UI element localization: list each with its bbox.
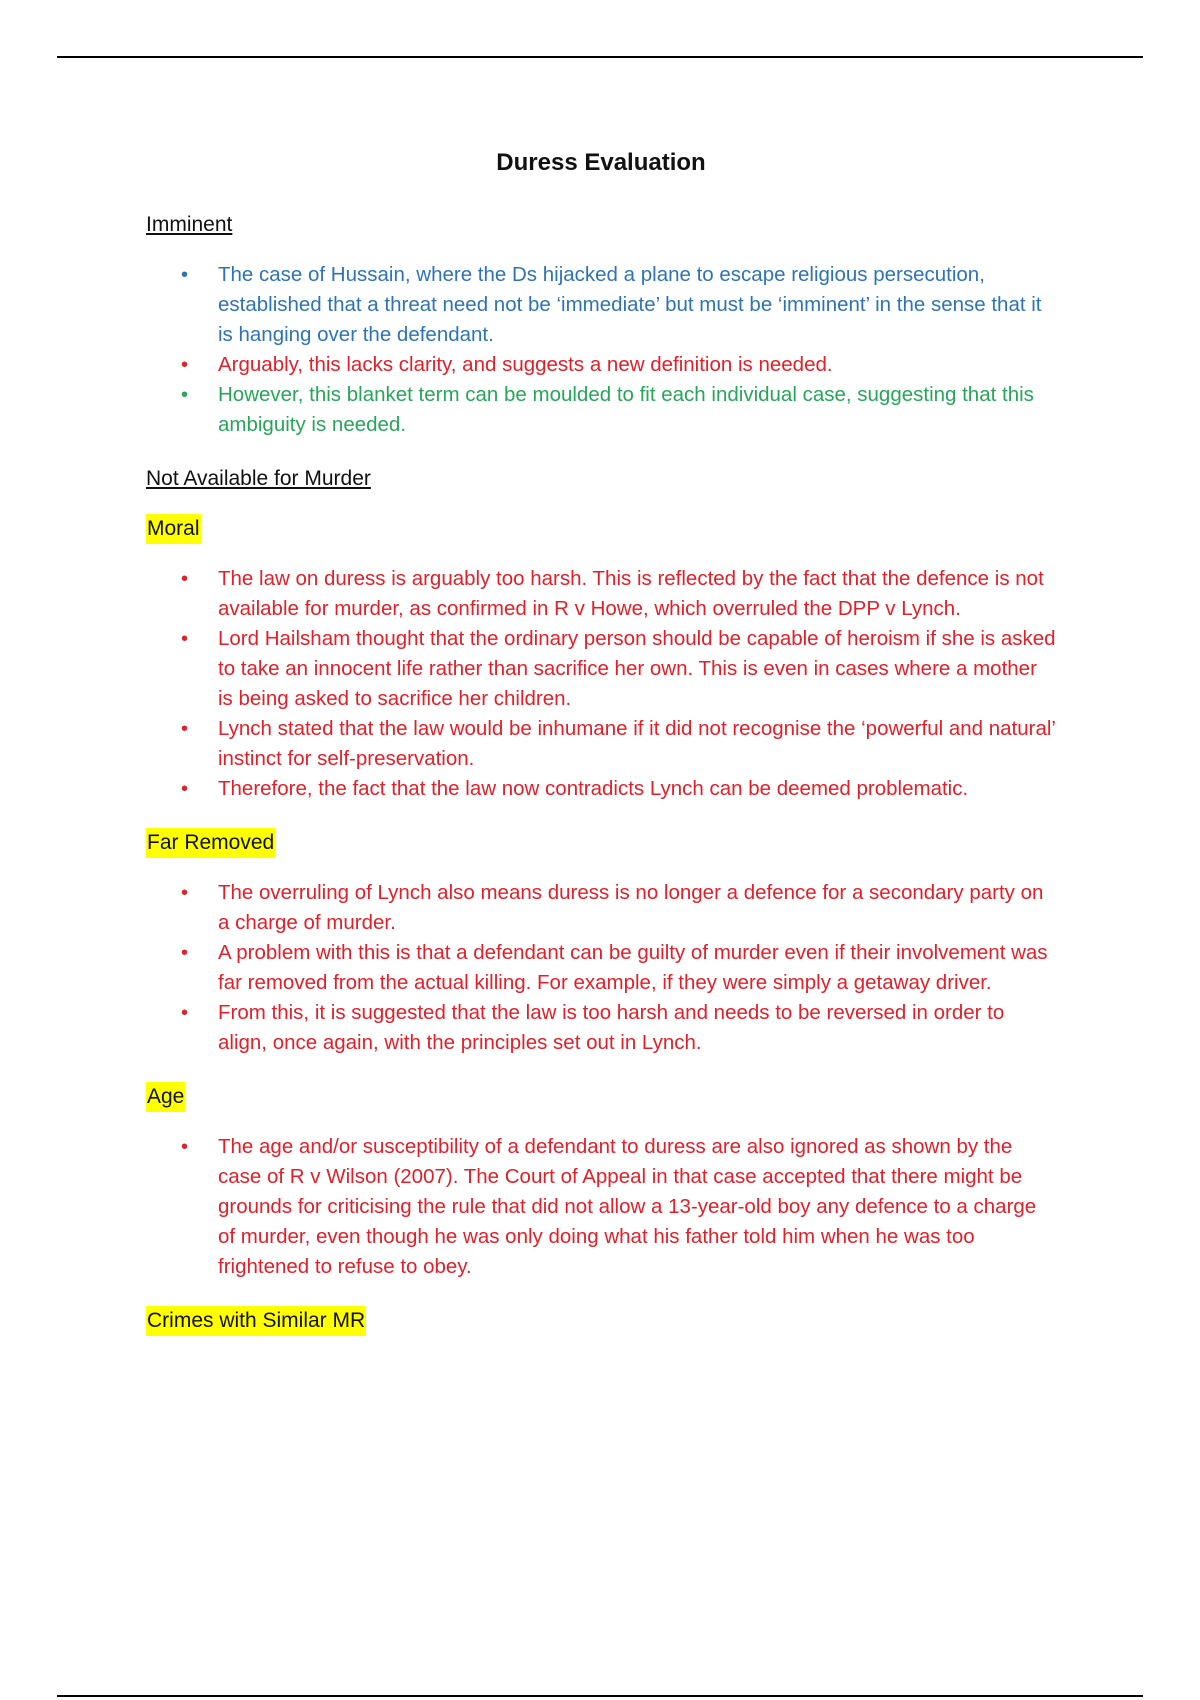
bullet-icon: • [181,718,189,740]
list-item: • The law on duress is arguably too harsh. This is reflected by the fact that the defence is not available for murder, as confirmed in R v Howe, which overruled the DPP v Lynch. [218,564,1056,624]
list-item: • Arguably, this lacks clarity, and suggests a new definition is needed. [218,350,1056,380]
bullet-list-far-removed [146,878,1056,1058]
bullet-icon: • [181,264,189,286]
section-far-removed [146,828,1056,858]
section-heading-imminent: Imminent [146,213,233,236]
section-heading-far-removed: Far Removed [146,828,275,858]
bullet-icon: • [181,1002,189,1024]
document-body [146,146,1056,1356]
header-rule [57,56,1143,58]
bullet-icon: • [181,568,189,590]
section-age [146,1082,1056,1112]
bullet-icon: • [181,384,189,406]
section-heading-crimes-with-similar-mr: Crimes with Similar MR [146,1306,366,1336]
section-imminent [146,210,1056,240]
bullet-list-imminent [146,260,1056,440]
list-item: • Lord Hailsham thought that the ordinary person should be capable of heroism if she is asked to take an innocent life rather than sacrifice her own. This is even in cases where a mother is being asked to sacrifice her children. [218,624,1056,714]
list-item: • The age and/or susceptibility of a defendant to duress are also ignored as shown by the case of R v Wilson (2007). The Court of Appeal in that case accepted that there might be grounds for criticising the rule that did not allow a 13-year-old boy any defence to a charge of murder, even though he was only doing what his father told him when he was too frightened to refuse to obey. [218,1132,1056,1282]
list-item: • The case of Hussain, where the Ds hijacked a plane to escape religious persecution, established that a threat need not be ‘immediate’ but must be ‘imminent’ in the sense that it is hanging over the defendant. [218,260,1056,350]
section-heading-not-available-for-murder: Not Available for Murder [146,467,371,490]
section-not-available-for-murder [146,464,1056,494]
bullet-icon: • [181,354,189,376]
bullet-icon: • [181,942,189,964]
section-heading-moral: Moral [146,514,201,544]
bullet-list-moral [146,564,1056,804]
list-item: • However, this blanket term can be moulded to fit each individual case, suggesting that this ambiguity is needed. [218,380,1056,440]
document-title: Duress Evaluation [496,149,706,176]
list-item: • The overruling of Lynch also means duress is no longer a defence for a secondary party on a charge of murder. [218,878,1056,938]
bullet-icon: • [181,882,189,904]
list-item: • Lynch stated that the law would be inhumane if it did not recognise the ‘powerful and natural’ instinct for self-preservation. [218,714,1056,774]
bullet-list-age [146,1132,1056,1282]
bullet-icon: • [181,1136,189,1158]
footer-rule [57,1695,1143,1697]
list-item: • Therefore, the fact that the law now contradicts Lynch can be deemed problematic. [218,774,1056,804]
section-crimes-with-similar-mr [146,1306,1056,1336]
section-heading-age: Age [146,1082,185,1112]
list-item: • A problem with this is that a defendant can be guilty of murder even if their involvement was far removed from the actual killing. For example, if they were simply a getaway driver. [218,938,1056,998]
bullet-icon: • [181,628,189,650]
bullet-icon: • [181,778,189,800]
section-moral [146,514,1056,544]
list-item: • From this, it is suggested that the law is too harsh and needs to be reversed in order to align, once again, with the principles set out in Lynch. [218,998,1056,1058]
